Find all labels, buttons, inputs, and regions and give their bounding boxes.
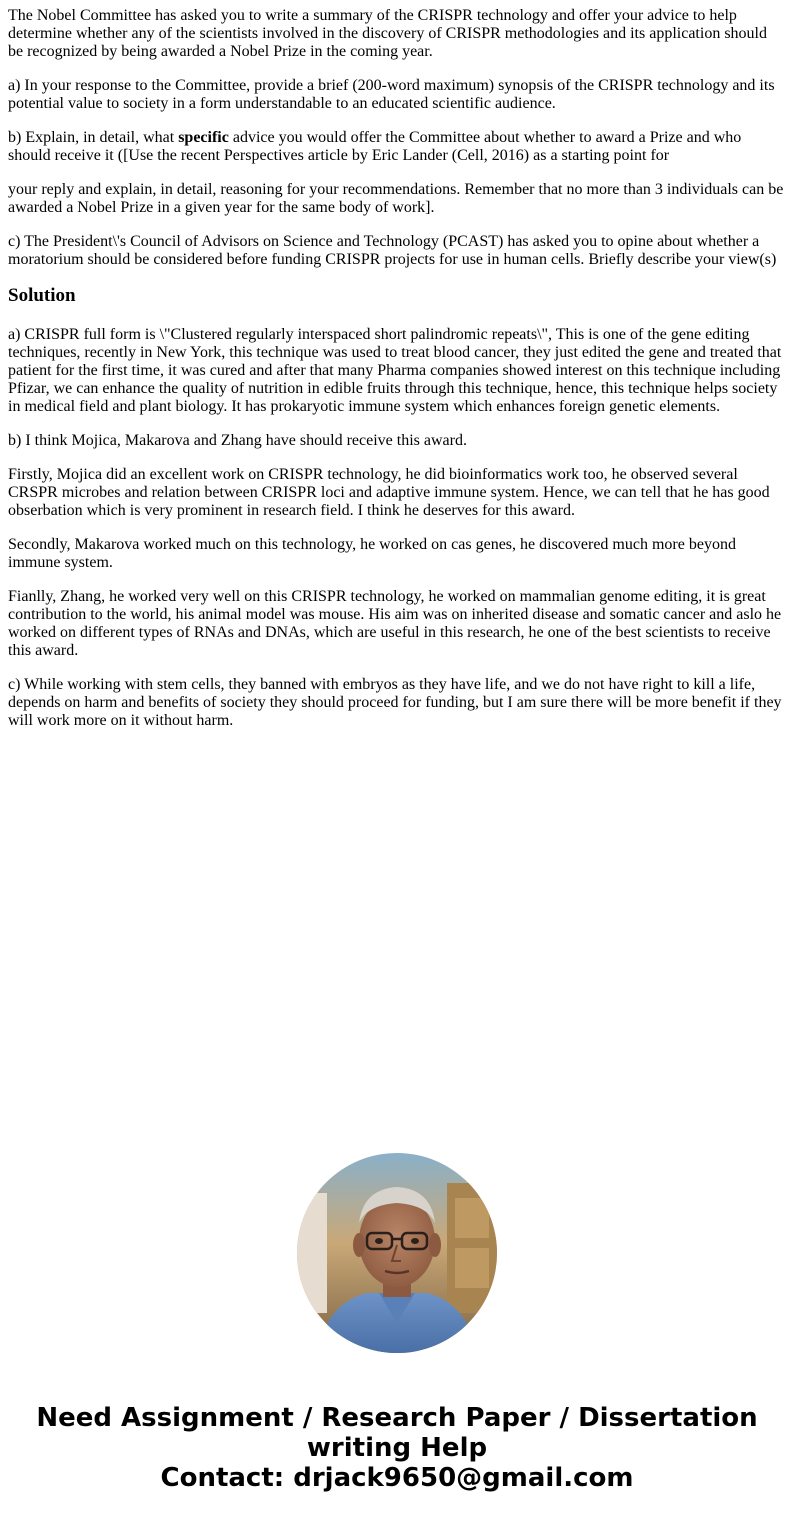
promo-line-1: Need Assignment / Research Paper / Dissertation [36, 1403, 758, 1433]
answer-b: b) I think Mojica, Makarova and Zhang have should receive this award. [8, 432, 467, 449]
author-portrait-icon [297, 1153, 497, 1353]
question-part-b-end: advice you would offer the Committee about whether to award a Prize and who should receive it ([Use the recent Perspectives article by Eric Lander (Cell, 2016) as a starting point for [8, 129, 742, 164]
answer-a: a) CRISPR full form is \"Clustered regularly interspaced short palindromic repeats\", This is one of the gene editing techniques, recently in New York, this technique was used to treat blood cancer, they just edited the gene and treated that patient for the first time, it was cured and after that many Pharma companies showed interest on this technique including Pfizar, we can enhance the quality of nutrition in edible fruits through this technique, hence, this technique helps society in medical field and plant biology. It has prokaryotic immune system which enhances foreign genetic elements. [8, 326, 782, 415]
answer-b-finally: Fianlly, Zhang, he worked very well on this CRISPR technology, he worked on mammalian genome editing, it is great contribution to the world, his animal model was mouse. His aim was on inherited disease and somatic cancer and aslo he worked on different types of RNAs and DNAs, which are useful in this research, he one of the best scientists to receive this award. [8, 588, 782, 659]
promo-banner [0, 1403, 794, 1493]
answer-c: c) While working with stem cells, they banned with embryos as they have life, and we do not have right to kill a life, depends on harm and benefits of society they should proceed for funding, but I am sure there will be more benefit if they will work more on it without harm. [8, 676, 782, 729]
answer-b-firstly: Firstly, Mojica did an excellent work on CRISPR technology, he did bioinformatics work too, he observed several CRSPR microbes and relation between CRISPR loci and adaptive immune system. Hence, we can tell that he has good obserbation which is very prominent in research field. I think he deserves for this award. [8, 466, 770, 519]
question-part-c: c) The President\'s Council of Advisors on Science and Technology (PCAST) has asked you to opine about whether a moratorium should be considered before funding CRISPR projects for use in human cells. Briefly describe your view(s) [8, 233, 777, 268]
question-part-a: a) In your response to the Committee, provide a brief (200-word maximum) synopsis of the CRISPR technology and its potential value to society in a form understandable to an educated scientific audience. [8, 77, 775, 112]
question-part-b-start: b) Explain, in detail, what [8, 129, 179, 146]
solution-heading: Solution [8, 285, 76, 306]
promo-contact-email: Contact: drjack9650@gmail.com [160, 1463, 634, 1493]
author-avatar [297, 1153, 497, 1353]
promo-line-2: writing Help [306, 1433, 488, 1463]
question-intro: The Nobel Committee has asked you to write a summary of the CRISPR technology and offer your advice to help determine whether any of the scientists involved in the discovery of CRISPR methodologies and its application should be recognized by being awarded a Nobel Prize in the coming year. [8, 7, 767, 60]
answer-b-secondly: Secondly, Makarova worked much on this technology, he worked on cas genes, he discovered much more beyond immune system. [8, 536, 736, 571]
question-part-b [8, 129, 786, 165]
document-body [8, 7, 786, 746]
question-part-b-emphasis: specific [178, 129, 229, 146]
question-part-b-continued: your reply and explain, in detail, reasoning for your recommendations. Remember that no more than 3 individuals can be awarded a Nobel Prize in a given year for the same body of work]. [8, 181, 784, 216]
